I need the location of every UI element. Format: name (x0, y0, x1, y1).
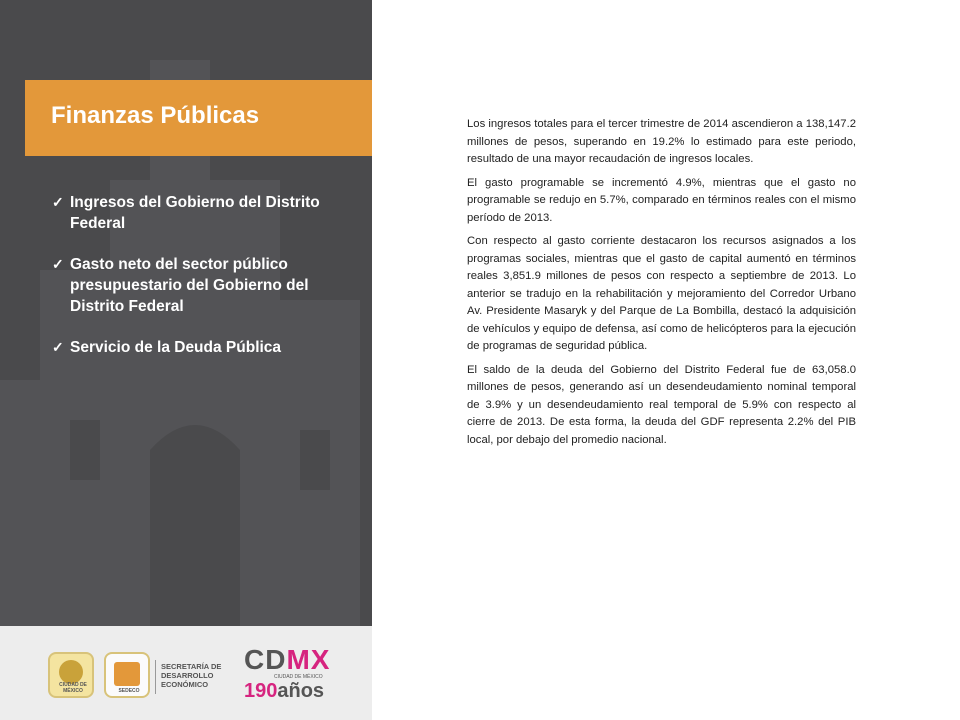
checkmark-icon: ✓ (52, 256, 64, 272)
paragraph-deuda: El saldo de la deuda del Gobierno del Distrito Federal fue de 63,058.0 millones de pesos, generando así un desendeudamiento nominal temporal de 3.9% y un desendeudamiento real temporal de 5.9% con respecto al cierre de 2013. De esta forma, la deuda del GDF representa 2.2% del PIB local, por debajo del promedio nacional. (467, 363, 856, 446)
sedeco-caption: SEDECO (118, 688, 140, 694)
left-panel (0, 0, 372, 626)
cdmx-years-number: 190 (244, 680, 278, 702)
secretaria-line-1: SECRETARÍA DE (161, 662, 222, 671)
topic-label: Servicio de la Deuda Pública (70, 339, 282, 356)
topic-label: Ingresos del Gobierno del Distrito Federal (70, 194, 320, 232)
sedeco-logo (104, 652, 150, 698)
title-bar (25, 80, 372, 156)
paragraph-gasto-programable: El gasto programable se incrementó 4.9%, mientras que el gasto no programable se redujo en 5.7%, comparado en términos reales con el mismo período de 2013. (467, 176, 856, 224)
topic-list (52, 192, 352, 378)
topic-item-gasto (52, 254, 352, 317)
secretaria-line-2: DESARROLLO (161, 671, 214, 680)
logo-divider (155, 660, 156, 694)
checkmark-icon: ✓ (52, 194, 64, 210)
seal-emblem-icon (59, 660, 83, 684)
topic-label: Gasto neto del sector público presupuestario del Gobierno del Distrito Federal (70, 256, 309, 315)
cdmx-190-logo (244, 646, 330, 702)
cdmx-seal-logo (48, 652, 94, 698)
page-title: Finanzas Públicas (51, 102, 260, 129)
sedeco-emblem-icon (114, 662, 140, 686)
cdmx-anniversary (244, 680, 330, 702)
body-text (467, 116, 856, 455)
cdmx-mx-text: MX (286, 644, 331, 675)
cdmx-subtitle: CIUDAD DE MÉXICO (274, 674, 323, 680)
seal-caption: CIUDAD DE MÉXICO (59, 682, 87, 694)
checkmark-icon: ✓ (52, 339, 64, 355)
secretaria-line-3: ECONÓMICO (161, 680, 209, 689)
paragraph-gasto-corriente: Con respecto al gasto corriente destacaron los recursos asignados a los programas sociales, mientras que el gasto de capital aumentó en términos reales 3,851.9 millones de pesos con respecto a septiembre de 2013. Lo anterior se tradujo en la rehabilitación y mejoramiento del Corredor Urbano Av. Presidente Masaryk y del Parque de La Bombilla, destacó la adquisición de vehículos y equipo de defensa, así como de helicópteros para la ejecución de programas de seguridad pública. (467, 235, 856, 352)
secretaria-text (161, 662, 233, 689)
cdmx-years-text: años (277, 680, 325, 702)
cdmx-cd-text: CD (244, 644, 287, 675)
cdmx-wordmark (244, 646, 330, 674)
paragraph-ingresos: Los ingresos totales para el tercer trimestre de 2014 ascendieron a 138,147.2 millones de pesos, superando en 19.2% lo estimado para este periodo, resultado de una mayor recaudación de ingresos locales. (467, 118, 856, 165)
topic-item-deuda (52, 337, 352, 358)
topic-item-ingresos (52, 192, 352, 234)
